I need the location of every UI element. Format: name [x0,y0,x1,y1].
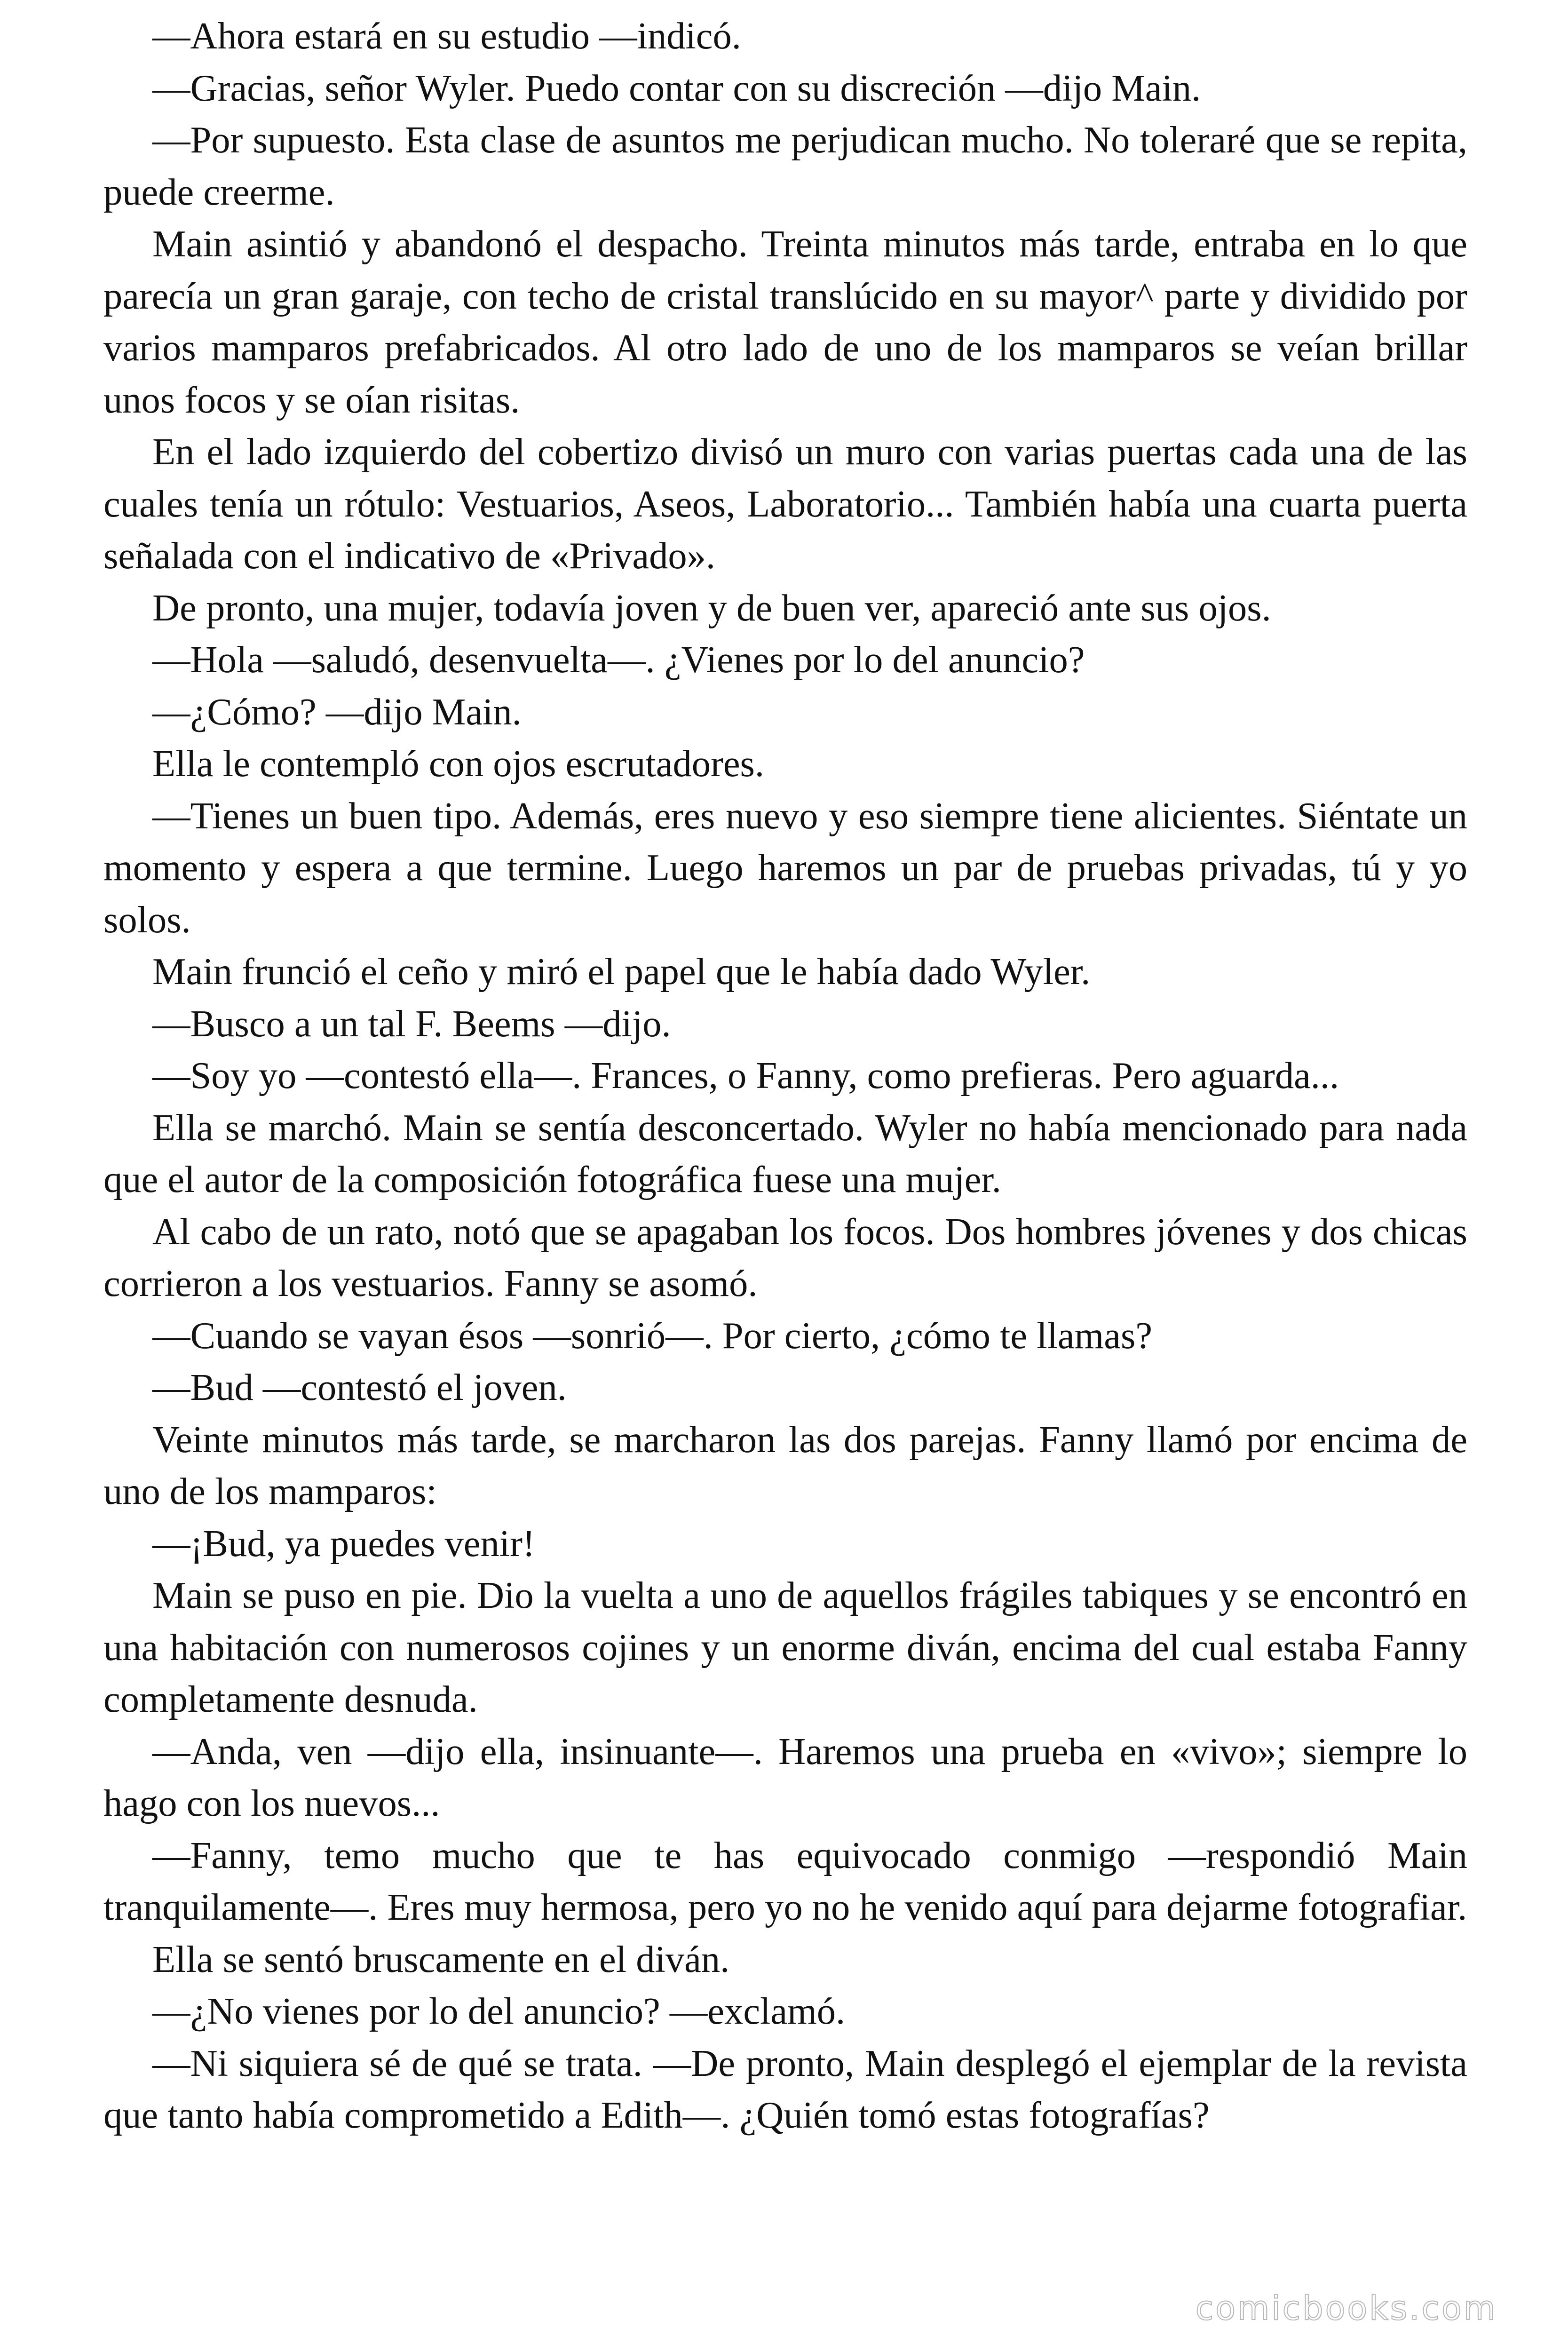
paragraph: —¿Cómo? —dijo Main. [152,691,522,733]
paragraph: Veinte minutos más tarde, se marcharon las dos parejas. Fanny llamó por encima de uno de los mamparos: [103,1418,1467,1512]
paragraph: Ella se marchó. Main se sentía desconcertado. Wyler no había mencionado para nada que el autor de la composición fotográfica fuese una mujer. [103,1106,1467,1200]
paragraph: —Soy yo —contestó ella—. Frances, o Fanny, como prefieras. Pero aguarda... [152,1055,1339,1097]
paragraph: Main frunció el ceño y miró el papel que le había dado Wyler. [152,951,1091,993]
watermark-text: comicbooks.com [1195,2289,1497,2328]
paragraph: —Cuando se vayan ésos —sonrió—. Por cierto, ¿cómo te llamas? [152,1314,1153,1357]
paragraph: Main asintió y abandonó el despacho. Treinta minutos más tarde, entraba en lo que parecía un gran garaje, con techo de cristal translúcido en su mayor^ parte y dividido por varios mamparos prefabricados. Al otro lado de uno de los mamparos se veían brillar unos focos y se oían risitas. [103,223,1467,421]
paragraph: —Bud —contestó el joven. [152,1367,567,1408]
paragraph: —Hola —saludó, desenvuelta—. ¿Vienes por lo del anuncio? [152,639,1085,681]
paragraph: En el lado izquierdo del cobertizo divisó un muro con varias puertas cada una de las cuales tenía un rótulo: Vestuarios, Aseos, Laboratorio... También había una cuarta puerta señalada con el indicativo de «Privado». [103,431,1467,577]
paragraph: Ella le contempló con ojos escrutadores. [152,743,765,785]
paragraph: —Ni siquiera sé de qué se trata. —De pronto, Main desplegó el ejemplar de la revista que tanto había comprometido a Edith—. ¿Quién tomó estas fotografías? [103,2042,1467,2136]
paragraph: —Gracias, señor Wyler. Puedo contar con su discreción —dijo Main. [152,67,1201,109]
paragraph: —Por supuesto. Esta clase de asuntos me perjudican mucho. No toleraré que se repita, puede creerme. [103,119,1467,213]
paragraph: —¡Bud, ya puedes venir! [152,1522,535,1565]
paragraph: —Fanny, temo mucho que te has equivocado conmigo —respondió Main tranquilamente—. Eres muy hermosa, pero yo no he venido aquí para dejarme fotografiar. [103,1834,1467,1928]
paragraph: —Ahora estará en su estudio —indicó. [152,15,741,57]
page-text [103,10,1467,2306]
paragraph: —Anda, ven —dijo ella, insinuante—. Haremos una prueba en «vivo»; siempre lo hago con los nuevos... [103,1730,1467,1824]
paragraph: —¿No vienes por lo del anuncio? —exclamó. [152,1990,846,2032]
paragraph: —Tienes un buen tipo. Además, eres nuevo y eso siempre tiene alicientes. Siéntate un momento y espera a que termine. Luego haremos un par de pruebas privadas, tú y yo solos. [103,795,1467,941]
paragraph: Al cabo de un rato, notó que se apagaban los focos. Dos hombres jóvenes y dos chicas corrieron a los vestuarios. Fanny se asomó. [103,1210,1467,1304]
paragraph: De pronto, una mujer, todavía joven y de buen ver, apareció ante sus ojos. [152,587,1271,629]
paragraph: —Busco a un tal F. Beems —dijo. [152,1002,671,1045]
paragraph: Main se puso en pie. Dio la vuelta a uno de aquellos frágiles tabiques y se encontró en una habitación con numerosos cojines y un enorme diván, encima del cual estaba Fanny completamente desnuda. [103,1574,1467,1720]
paragraph: Ella se sentó bruscamente en el diván. [152,1938,730,1980]
